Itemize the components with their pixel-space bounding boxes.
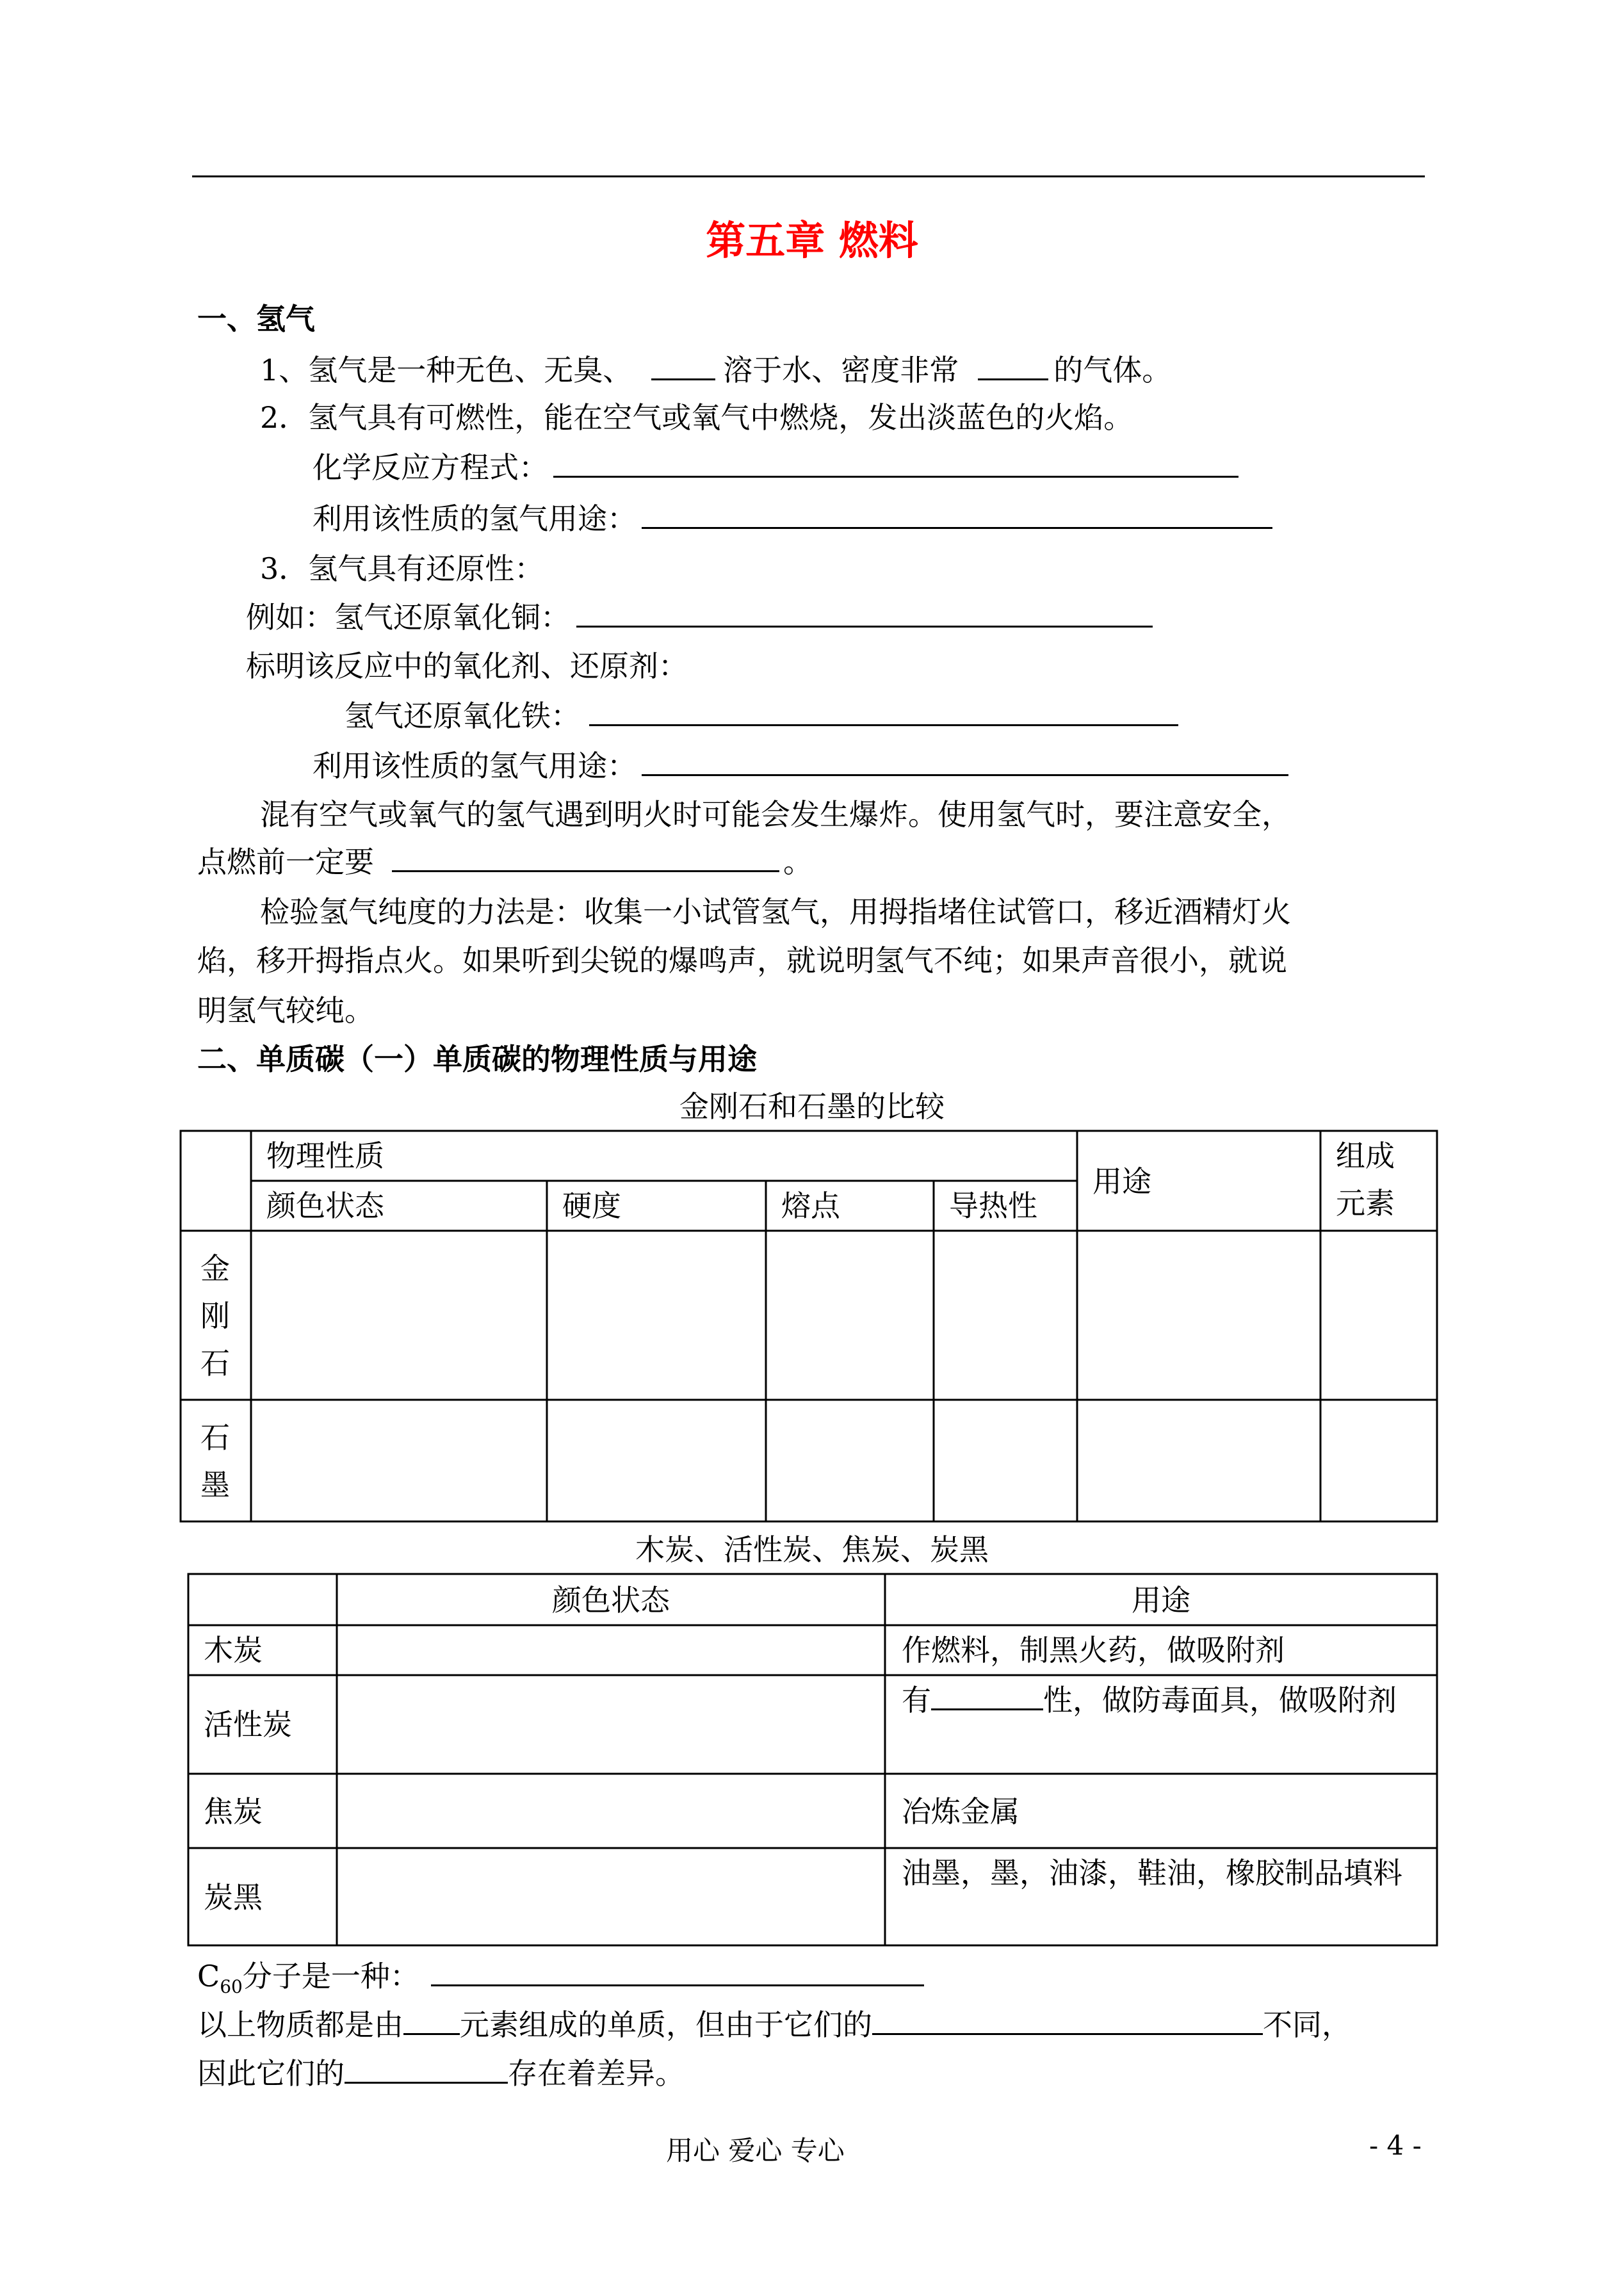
text: 分子是一种： xyxy=(242,1959,419,1993)
th-thermal-conductivity: 导热性 xyxy=(949,1188,1037,1223)
row-graphite-label: 石墨 xyxy=(200,1420,230,1502)
section-heading-carbon: 二、单质碳（一）单质碳的物理性质与用途 xyxy=(197,1042,757,1076)
text: 例如：氢气还原氧化铜： xyxy=(246,600,570,635)
blank-structure xyxy=(872,2007,1263,2035)
summary-line-2 xyxy=(197,2056,685,2091)
th2-uses: 用途 xyxy=(1132,1583,1190,1618)
text: 性，做防毒面具，做吸附剂 xyxy=(1043,1683,1397,1717)
row-carbon-black-label: 炭黑 xyxy=(204,1880,263,1915)
th-color-state: 颜色状态 xyxy=(266,1188,384,1223)
blank-element xyxy=(403,2007,460,2035)
c60-line xyxy=(197,1958,924,2005)
page-number: - 4 - xyxy=(1369,2130,1422,2161)
text: 因此它们的 xyxy=(197,2056,345,2091)
table2-caption: 木炭、活性炭、焦炭、炭黑 xyxy=(635,1532,989,1567)
row-activated-carbon-use xyxy=(902,1676,1427,1724)
row-diamond-label: 金刚石 xyxy=(200,1251,230,1381)
text: C xyxy=(197,1959,220,1993)
row-coke-use: 冶炼金属 xyxy=(902,1794,1019,1829)
row-charcoal-label: 木炭 xyxy=(204,1633,263,1667)
hydrogen-line-2: 2．氢气具有可燃性，能在空气或氧气中燃烧，发出淡蓝色的火焰。 xyxy=(260,400,1133,435)
th-physical-properties: 物理性质 xyxy=(266,1139,384,1173)
subscript: 60 xyxy=(220,1976,243,1998)
paragraph-purity-3: 明氢气较纯。 xyxy=(197,993,374,1028)
page-title: 第五章 燃料 xyxy=(706,217,918,264)
text: 有 xyxy=(902,1683,931,1717)
text: 。 xyxy=(783,845,813,879)
text: 不同， xyxy=(1263,2007,1351,2042)
text: 存在着差异。 xyxy=(508,2056,685,2091)
text: 利用该性质的氢气用途： xyxy=(313,749,637,783)
text: 的气体。 xyxy=(1053,353,1172,387)
footer-motto: 用心 爱心 专心 xyxy=(666,2135,845,2166)
blank-properties xyxy=(345,2056,508,2084)
summary-line-1 xyxy=(197,2007,1351,2043)
row-charcoal-use: 作燃料，制黑火药，做吸附剂 xyxy=(902,1633,1285,1667)
th-composition: 组成元素 xyxy=(1336,1139,1395,1220)
text: 元素组成的单质，但由于它们的 xyxy=(460,2007,872,2042)
paragraph-purity-2: 焰，移开拇指点火。如果听到尖锐的爆鸣声，就说明氢气不纯；如果声音很小，就说 xyxy=(197,943,1287,978)
section-heading-hydrogen: 一、氢气 xyxy=(197,302,315,336)
row-activated-carbon-label: 活性炭 xyxy=(204,1707,292,1742)
paragraph-purity-1: 检验氢气纯度的力法是：收集一小试管氢气，用拇指堵住试管口，移近酒精灯火 xyxy=(260,895,1291,929)
row-carbon-black-use: 油墨，墨，油漆，鞋油，橡胶制品填料 xyxy=(902,1856,1402,1890)
table1-caption: 金刚石和石墨的比较 xyxy=(679,1089,945,1124)
row-coke-label: 焦炭 xyxy=(204,1794,263,1829)
th2-color-state: 颜色状态 xyxy=(552,1583,670,1618)
blank-adsorption xyxy=(931,1685,1043,1710)
text: 1、氢气是一种无色、无臭、 xyxy=(260,353,633,387)
paragraph-explosion-1: 混有空气或氧气的氢气遇到明火时可能会发生爆炸。使用氢气时，要注意安全， xyxy=(260,797,1291,832)
text: 以上物质都是由 xyxy=(197,2007,403,2042)
text: 溶于水、密度非常 xyxy=(723,353,959,387)
th-melting-point: 熔点 xyxy=(781,1188,840,1223)
text: 化学反应方程式： xyxy=(313,450,548,485)
blank-c60 xyxy=(431,1959,924,1986)
text: 点燃前一定要 xyxy=(197,845,374,879)
th-hardness: 硬度 xyxy=(562,1188,621,1223)
text: 氢气还原氧化铁： xyxy=(345,699,580,733)
text: 利用该性质的氢气用途： xyxy=(313,501,637,536)
th-uses: 用途 xyxy=(1092,1164,1151,1199)
mark-line: 标明该反应中的氧化剂、还原剂： xyxy=(246,649,688,683)
hydrogen-line-3: 3．氢气具有还原性： xyxy=(260,551,544,586)
